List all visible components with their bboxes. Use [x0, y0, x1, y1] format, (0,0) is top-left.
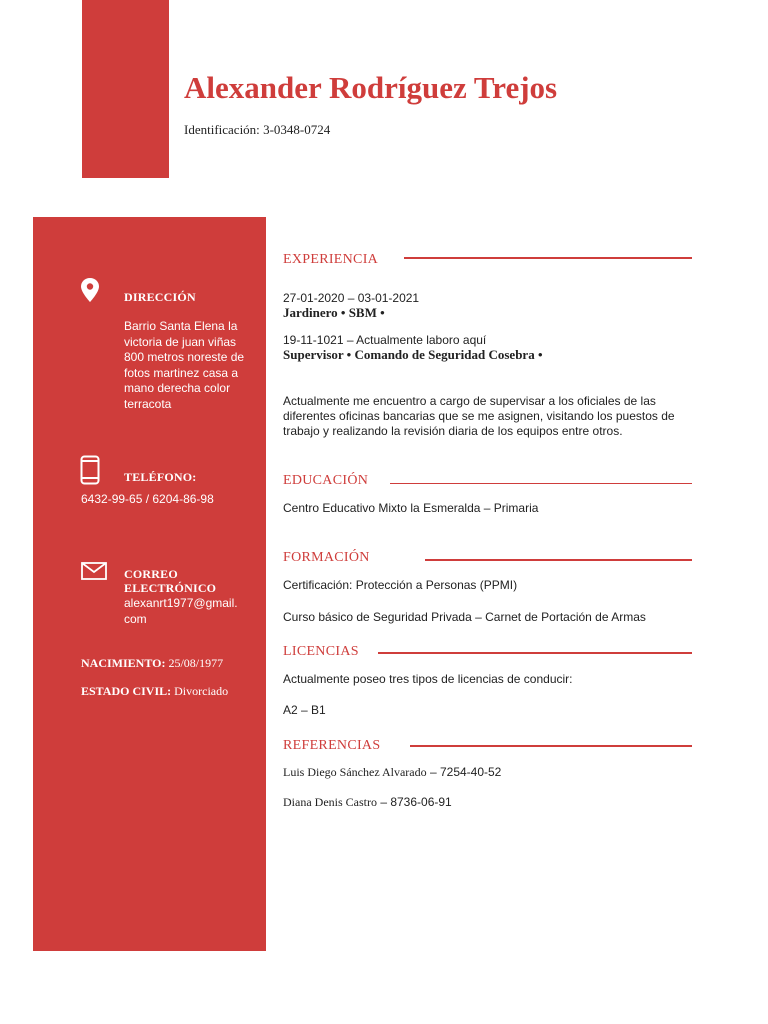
training-rule [425, 559, 692, 561]
references-title: REFERENCIAS [283, 738, 381, 753]
phone-icon [80, 455, 100, 485]
licenses-types: A2 – B1 [283, 703, 326, 717]
header-accent-bar [82, 0, 169, 178]
job-2-dates: 19-11-1021 – Actualmente laboro aquí [283, 333, 487, 347]
job-1-role: Jardinero • SBM • [283, 305, 385, 320]
reference-2-phone: – 8736-06-91 [380, 795, 452, 809]
training-item-1: Certificación: Protección a Personas (PPMI) [283, 578, 518, 592]
birth-line [81, 656, 223, 671]
licenses-rule [378, 652, 692, 654]
identification-line [184, 122, 330, 138]
email-title-line2: ELECTRÓNICO [124, 581, 217, 595]
experience-title: EXPERIENCIA [283, 252, 379, 267]
email-title-line1: CORREO [124, 567, 178, 581]
address-title: DIRECCIÓN [124, 290, 196, 304]
email-text [124, 596, 238, 627]
training-title: FORMACIÓN [283, 550, 370, 565]
reference-2-name: Diana Denis Castro [283, 795, 377, 809]
reference-1 [283, 765, 501, 780]
mail-icon [81, 562, 107, 580]
birth-label: NACIMIENTO: [81, 656, 166, 670]
email-text-line2: com [124, 611, 147, 626]
education-item: Centro Educativo Mixto la Esmeralda – Primaria [283, 501, 539, 515]
references-rule [410, 745, 692, 747]
phone-title: TELÉFONO: [124, 470, 197, 484]
birth-value: 25/08/1977 [168, 656, 224, 670]
education-rule [390, 483, 692, 484]
civil-status-value: Divorciado [174, 684, 229, 698]
civil-status-label: ESTADO CIVIL: [81, 684, 172, 698]
licenses-text: Actualmente poseo tres tipos de licencias de conducir: [283, 672, 573, 686]
location-pin-icon [80, 277, 100, 303]
experience-rule [404, 257, 692, 259]
id-value: 3-0348-0724 [263, 122, 331, 137]
training-item-2: Curso básico de Seguridad Privada – Carnet de Portación de Armas [283, 610, 646, 624]
job-1-dates: 27-01-2020 – 03-01-2021 [283, 291, 420, 305]
email-title [124, 567, 216, 595]
phone-text: 6432-99-65 / 6204-86-98 [81, 492, 214, 506]
sidebar [33, 217, 266, 951]
reference-1-name: Luis Diego Sánchez Alvarado [283, 765, 427, 779]
reference-1-phone: – 7254-40-52 [429, 765, 502, 779]
email-text-line1: alexanrt1977@gmail. [124, 596, 238, 610]
licenses-title: LICENCIAS [283, 644, 359, 659]
id-label: Identificación: [184, 122, 260, 137]
address-text: Barrio Santa Elena la victoria de juan viñas 800 metros noreste de fotos martinez casa a mano derecha color terracota [124, 319, 245, 411]
candidate-name: Alexander Rodríguez Trejos [184, 70, 558, 105]
job-2-role: Supervisor • Comando de Seguridad Cosebra • [283, 347, 543, 362]
civil-status-line [81, 684, 228, 699]
education-title: EDUCACIÓN [283, 473, 369, 488]
experience-description: Actualmente me encuentro a cargo de supervisar a los oficiales de las diferentes oficinas bancarias que se me asignen, visitando los puestos de trabajo y realizando la revisión diaria de los equipos entre otros. [283, 394, 675, 438]
reference-2 [283, 795, 452, 810]
